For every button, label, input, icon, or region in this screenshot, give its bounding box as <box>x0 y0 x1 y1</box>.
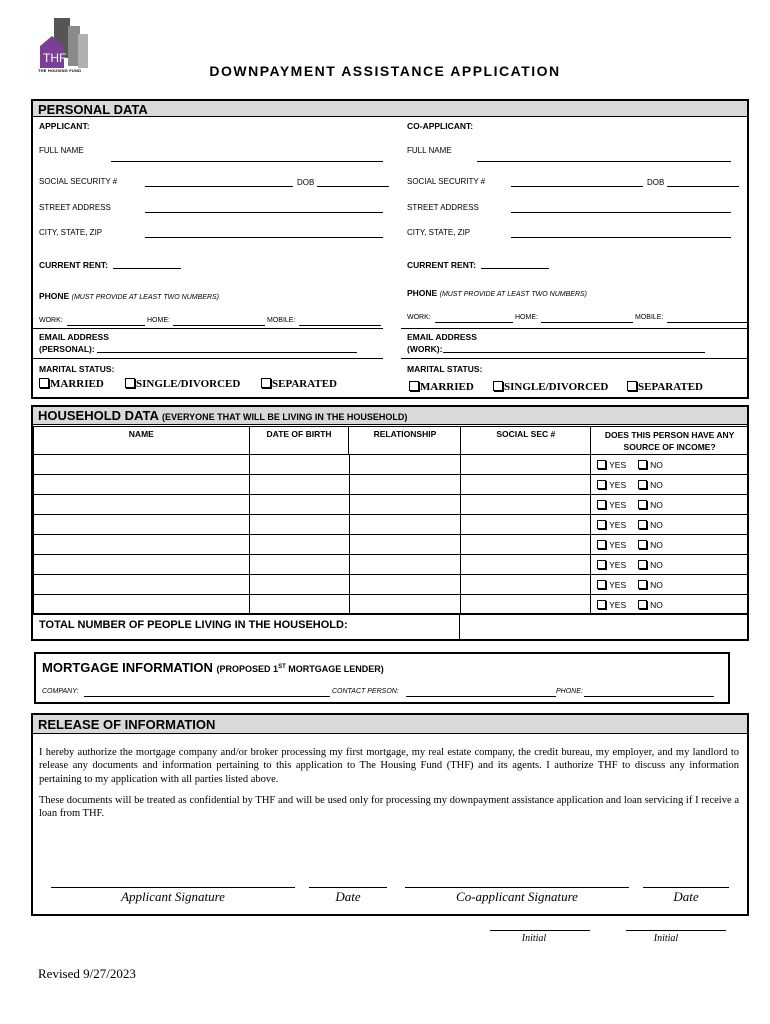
coapplicant-work-field[interactable] <box>435 322 513 323</box>
coapplicant-rent-label: CURRENT RENT: <box>407 260 476 270</box>
income-cell <box>591 475 749 495</box>
logo-caption: THE HOUSING FUND <box>38 68 82 73</box>
personal-data-header: PERSONAL DATA <box>38 102 148 117</box>
income-cell <box>591 455 749 475</box>
coapplicant-email-field[interactable] <box>443 352 705 353</box>
coapplicant-single-option[interactable]: SINGLE/DIVORCED <box>493 381 608 393</box>
income-cell <box>591 595 749 615</box>
name-cell[interactable] <box>34 575 250 595</box>
checkbox-icon <box>638 480 647 489</box>
checkbox-icon <box>597 480 606 489</box>
applicant-separated-option[interactable]: SEPARATED <box>261 378 337 390</box>
coapplicant-street-field[interactable] <box>511 212 731 213</box>
checkbox-icon <box>638 520 647 529</box>
checkbox-icon <box>409 381 419 391</box>
name-cell[interactable] <box>34 535 250 555</box>
checkbox-icon <box>597 540 606 549</box>
income-cell <box>591 575 749 595</box>
coapplicant-date-caption: Date <box>673 889 699 904</box>
ssn-cell[interactable] <box>461 495 591 515</box>
coapplicant-separated-option[interactable]: SEPARATED <box>627 381 703 393</box>
dob-cell[interactable] <box>249 535 349 555</box>
coapplicant-full-name-field[interactable] <box>477 161 731 162</box>
relationship-cell[interactable] <box>349 595 461 615</box>
dob-cell[interactable] <box>249 595 349 615</box>
dob-cell[interactable] <box>249 575 349 595</box>
applicant-married-option[interactable]: MARRIED <box>39 378 104 390</box>
applicant-rent-field[interactable] <box>113 268 181 269</box>
ssn-cell[interactable] <box>461 515 591 535</box>
coapplicant-initial-line[interactable] <box>626 930 726 931</box>
coapplicant-dob-label: DOB <box>647 178 665 187</box>
coapplicant-mobile-field[interactable] <box>667 322 747 323</box>
checkbox-icon <box>597 580 606 589</box>
ssn-cell[interactable] <box>461 595 591 615</box>
table-row <box>34 535 749 555</box>
coapplicant-street-label: STREET ADDRESS <box>407 203 479 212</box>
coapplicant-signature-caption: Co-applicant Signature <box>456 889 578 904</box>
applicant-full-name-field[interactable] <box>111 161 383 162</box>
name-cell[interactable] <box>34 495 250 515</box>
coapplicant-city-label: CITY, STATE, ZIP <box>407 228 471 237</box>
col-income: DOES THIS PERSON HAVE ANY SOURCE OF INCOME? <box>591 427 749 455</box>
dob-cell[interactable] <box>249 555 349 575</box>
relationship-cell[interactable] <box>349 455 461 475</box>
table-row <box>34 475 749 495</box>
mortgage-section <box>34 652 730 704</box>
release-header: RELEASE OF INFORMATION <box>38 717 216 732</box>
coapplicant-full-name-label: FULL NAME <box>407 146 452 155</box>
applicant-work-label: WORK: <box>39 317 63 324</box>
income-no-option[interactable]: NO <box>638 520 663 530</box>
coapplicant-email-work-label: (WORK): <box>407 344 443 354</box>
income-cell <box>591 495 749 515</box>
coapplicant-marital-label: MARITAL STATUS: <box>407 364 483 374</box>
release-section <box>31 713 749 916</box>
coapplicant-label: CO-APPLICANT: <box>407 121 474 131</box>
coapplicant-home-label: HOME: <box>515 314 538 321</box>
mortgage-contact-field[interactable] <box>406 696 556 697</box>
checkbox-icon <box>597 500 606 509</box>
household-total-field[interactable] <box>463 617 743 637</box>
ssn-cell[interactable] <box>461 555 591 575</box>
name-cell[interactable] <box>34 475 250 495</box>
coapplicant-phone-label: PHONE (MUST PROVIDE AT LEAST TWO NUMBERS) <box>407 288 588 298</box>
name-cell[interactable] <box>34 515 250 535</box>
dob-cell[interactable] <box>249 515 349 535</box>
income-no-option[interactable]: NO <box>638 580 663 590</box>
relationship-cell[interactable] <box>349 535 461 555</box>
checkbox-icon <box>638 600 647 609</box>
income-yes-option[interactable]: YES <box>597 520 626 530</box>
checkbox-icon <box>638 460 647 469</box>
ssn-cell[interactable] <box>461 535 591 555</box>
applicant-initial-line[interactable] <box>490 930 590 931</box>
income-no-option[interactable]: NO <box>638 480 663 490</box>
applicant-marital-label: MARITAL STATUS: <box>39 364 115 374</box>
income-yes-option[interactable]: YES <box>597 500 626 510</box>
household-total-label: TOTAL NUMBER OF PEOPLE LIVING IN THE HOUSEHOLD: <box>39 619 348 631</box>
income-cell <box>591 515 749 535</box>
applicant-email-field[interactable] <box>97 352 357 353</box>
income-no-option[interactable]: NO <box>638 460 663 470</box>
applicant-date-caption: Date <box>335 889 361 904</box>
table-row <box>34 455 749 475</box>
checkbox-icon <box>125 378 135 388</box>
checkbox-icon <box>261 378 271 388</box>
dob-cell[interactable] <box>249 495 349 515</box>
applicant-rent-label: CURRENT RENT: <box>39 260 108 270</box>
applicant-single-option[interactable]: SINGLE/DIVORCED <box>125 378 240 390</box>
ssn-cell[interactable] <box>461 455 591 475</box>
applicant-ssn-field[interactable] <box>145 186 293 187</box>
household-rows <box>33 454 749 615</box>
applicant-date-line[interactable] <box>309 887 387 888</box>
mortgage-phone-label: PHONE: <box>556 688 583 695</box>
income-yes-option[interactable]: YES <box>597 600 626 610</box>
checkbox-icon <box>638 500 647 509</box>
applicant-initial-caption: Initial <box>521 933 547 944</box>
dob-cell[interactable] <box>249 455 349 475</box>
relationship-cell[interactable] <box>349 515 461 535</box>
income-no-option[interactable]: NO <box>638 540 663 550</box>
income-cell <box>591 555 749 575</box>
applicant-signature-line[interactable] <box>51 887 295 888</box>
coapplicant-rent-field[interactable] <box>481 268 549 269</box>
applicant-home-label: HOME: <box>147 317 170 324</box>
applicant-mobile-label: MOBILE: <box>267 317 296 324</box>
coapplicant-ssn-label: SOCIAL SECURITY # <box>407 177 486 186</box>
checkbox-icon <box>597 560 606 569</box>
ssn-cell[interactable] <box>461 475 591 495</box>
mortgage-company-field[interactable] <box>84 696 330 697</box>
coapplicant-work-label: WORK: <box>407 314 431 321</box>
household-table <box>33 426 749 455</box>
relationship-cell[interactable] <box>349 475 461 495</box>
income-yes-option[interactable]: YES <box>597 580 626 590</box>
mortgage-header: MORTGAGE INFORMATION (PROPOSED 1ST MORTGAGE LENDER) <box>42 660 384 675</box>
ssn-cell[interactable] <box>461 575 591 595</box>
relationship-cell[interactable] <box>349 575 461 595</box>
col-name: NAME <box>34 427 250 455</box>
table-row <box>34 595 749 615</box>
col-relationship: RELATIONSHIP <box>349 427 461 455</box>
checkbox-icon <box>493 381 503 391</box>
checkbox-icon <box>597 460 606 469</box>
applicant-label: APPLICANT: <box>39 121 90 131</box>
checkbox-icon <box>638 540 647 549</box>
income-yes-option[interactable]: YES <box>597 540 626 550</box>
applicant-email-label: EMAIL ADDRESS <box>39 332 109 342</box>
applicant-mobile-field[interactable] <box>299 325 381 326</box>
checkbox-icon <box>597 600 606 609</box>
mortgage-phone-field[interactable] <box>584 696 714 697</box>
checkbox-icon <box>627 381 637 391</box>
applicant-ssn-label: SOCIAL SECURITY # <box>39 177 118 186</box>
coapplicant-signature-line[interactable] <box>405 887 629 888</box>
applicant-street-field[interactable] <box>145 212 383 213</box>
coapplicant-date-line[interactable] <box>643 887 729 888</box>
logo-text: THF <box>43 51 67 65</box>
income-no-option[interactable]: NO <box>638 560 663 570</box>
applicant-city-field[interactable] <box>145 237 383 238</box>
table-row <box>34 495 749 515</box>
applicant-email-personal-label: (PERSONAL): <box>39 344 95 354</box>
dob-cell[interactable] <box>249 475 349 495</box>
name-cell[interactable] <box>34 595 250 615</box>
coapplicant-mobile-label: MOBILE: <box>635 314 664 321</box>
coapplicant-initial-caption: Initial <box>653 933 679 944</box>
income-yes-option[interactable]: YES <box>597 480 626 490</box>
relationship-cell[interactable] <box>349 495 461 515</box>
mortgage-contact-label: CONTACT PERSON: <box>332 688 399 695</box>
table-row <box>34 555 749 575</box>
name-cell[interactable] <box>34 455 250 475</box>
household-data-section <box>31 405 749 641</box>
coapplicant-dob-field[interactable] <box>667 186 739 187</box>
col-dob: DATE OF BIRTH <box>249 427 349 455</box>
applicant-full-name-label: FULL NAME <box>39 146 84 155</box>
applicant-home-field[interactable] <box>173 325 265 326</box>
applicant-signature-caption: Applicant Signature <box>121 889 225 904</box>
page-title: DOWNPAYMENT ASSISTANCE APPLICATION <box>209 63 561 79</box>
income-no-option[interactable]: NO <box>638 600 663 610</box>
checkbox-icon <box>638 580 647 589</box>
checkbox-icon <box>638 560 647 569</box>
checkbox-icon <box>39 378 49 388</box>
release-paragraph-2: These documents will be treated as confidential by THF and will be used only for processing my downpayment assistance application and loan servicing if I receive a loan from THF. <box>39 795 739 820</box>
checkbox-icon <box>597 520 606 529</box>
applicant-phone-label: PHONE (MUST PROVIDE AT LEAST TWO NUMBERS) <box>39 291 220 301</box>
release-paragraph-1: I hereby authorize the mortgage company and/or broker processing my first mortgage, my real estate company, the credit bureau, my employer, and my landlord to release any documents and information pertaining to this application to The Housing Fund (THF) and its agents. I authorize THF to discuss any information pertaining to my application with all parties listed above. <box>39 747 739 785</box>
income-no-option[interactable]: NO <box>638 500 663 510</box>
applicant-street-label: STREET ADDRESS <box>39 203 111 212</box>
coapplicant-home-field[interactable] <box>541 322 633 323</box>
income-yes-option[interactable]: YES <box>597 460 626 470</box>
coapplicant-email-label: EMAIL ADDRESS <box>407 332 477 342</box>
name-cell[interactable] <box>34 555 250 575</box>
coapplicant-city-field[interactable] <box>511 237 731 238</box>
col-ssn: SOCIAL SEC # <box>461 427 591 455</box>
income-cell <box>591 535 749 555</box>
table-row <box>34 515 749 535</box>
table-row <box>34 575 749 595</box>
coapplicant-ssn-field[interactable] <box>511 186 643 187</box>
mortgage-company-label: COMPANY: <box>42 688 79 695</box>
applicant-dob-label: DOB <box>297 178 315 187</box>
relationship-cell[interactable] <box>349 555 461 575</box>
personal-data-section <box>31 99 749 399</box>
revised-date: Revised 9/27/2023 <box>38 966 136 981</box>
household-header: HOUSEHOLD DATA (EVERYONE THAT WILL BE LIVING IN THE HOUSEHOLD) <box>38 408 408 423</box>
income-yes-option[interactable]: YES <box>597 560 626 570</box>
applicant-dob-field[interactable] <box>317 186 389 187</box>
applicant-city-label: CITY, STATE, ZIP <box>39 228 103 237</box>
coapplicant-married-option[interactable]: MARRIED <box>409 381 474 393</box>
applicant-work-field[interactable] <box>67 325 145 326</box>
